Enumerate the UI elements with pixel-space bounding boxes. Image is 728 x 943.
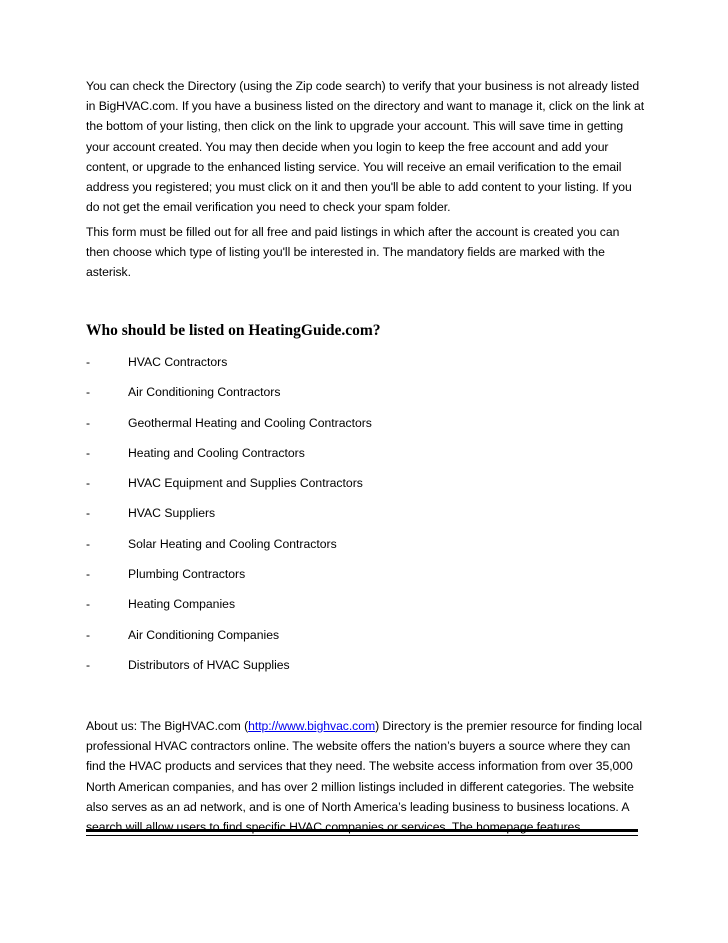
list-item-text: Geothermal Heating and Cooling Contractors xyxy=(128,415,372,430)
intro-paragraph-form: This form must be filled out for all free and paid listings in which after the account is created you can then choose which type of listing you'll be interested in. The mandatory fields are marked with the asterisk. xyxy=(86,225,620,280)
list-bullet: - xyxy=(86,445,91,460)
list-bullet: - xyxy=(86,627,91,642)
list-bullet: - xyxy=(86,355,91,369)
list-item-text: Air Conditioning Contractors xyxy=(128,385,281,400)
list-bullet: - xyxy=(86,385,91,400)
list-item-text: HVAC Suppliers xyxy=(128,506,216,521)
list-item-text: HVAC Contractors xyxy=(128,355,228,369)
list-bullet: - xyxy=(86,536,91,551)
list-bullet: - xyxy=(86,476,91,491)
list-item-text: Solar Heating and Cooling Contractors xyxy=(128,536,337,551)
list-bullet: - xyxy=(86,415,91,430)
list-item-text: Air Conditioning Companies xyxy=(128,627,280,642)
about-prefix-text: About us: The BigHVAC.com ( xyxy=(86,719,249,733)
about-body-text: ) Directory is the premier resource for finding local professional HVAC contractors online. The website offers the nation’s buyers a source where they can find the HVAC products and services that they need. The website access information from over 35,000 North American companies, and has over 2 million listings included in different categories. The website also serves as an ad network, and is one of North America’s leading business to business locations. A search will allow users to find specific HVAC companies or services. The homepage features xyxy=(86,719,642,835)
footer-rule-thin xyxy=(86,835,638,836)
list-bullet: - xyxy=(86,567,91,582)
intro-paragraph-directory: You can check the Directory (using the Zip code search) to verify that your business is not already listed in BigHVAC.com. If you have a business listed on the directory and want to manage it, click on the link at the bottom of your listing, then click on the link to upgrade your account. This will save time in getting your account created. You may then decide when you login to keep the free account and add your content, or upgrade to the enhanced listing service. You will receive an email verification to the email address you registered; you must click on it and then you'll be able to add content to your listing. If you do not get the email verification you need to check your spam folder. xyxy=(86,79,645,215)
list-bullet: - xyxy=(86,506,91,521)
list-item-text: Plumbing Contractors xyxy=(128,567,246,582)
list-item-text: Heating Companies xyxy=(128,597,236,612)
who-listed-heading: Who should be listed on HeatingGuide.com? xyxy=(86,322,381,339)
footer-rule-thick xyxy=(86,829,638,832)
list-bullet: - xyxy=(86,657,91,672)
list-item-text: Distributors of HVAC Supplies xyxy=(128,657,290,672)
bighvac-link[interactable]: http://www.bighvac.com xyxy=(248,719,376,733)
about-us-paragraph xyxy=(86,716,646,837)
list-item-text: Heating and Cooling Contractors xyxy=(128,445,305,460)
list-item-text: HVAC Equipment and Supplies Contractors xyxy=(128,476,363,491)
list-bullet: - xyxy=(86,597,91,612)
